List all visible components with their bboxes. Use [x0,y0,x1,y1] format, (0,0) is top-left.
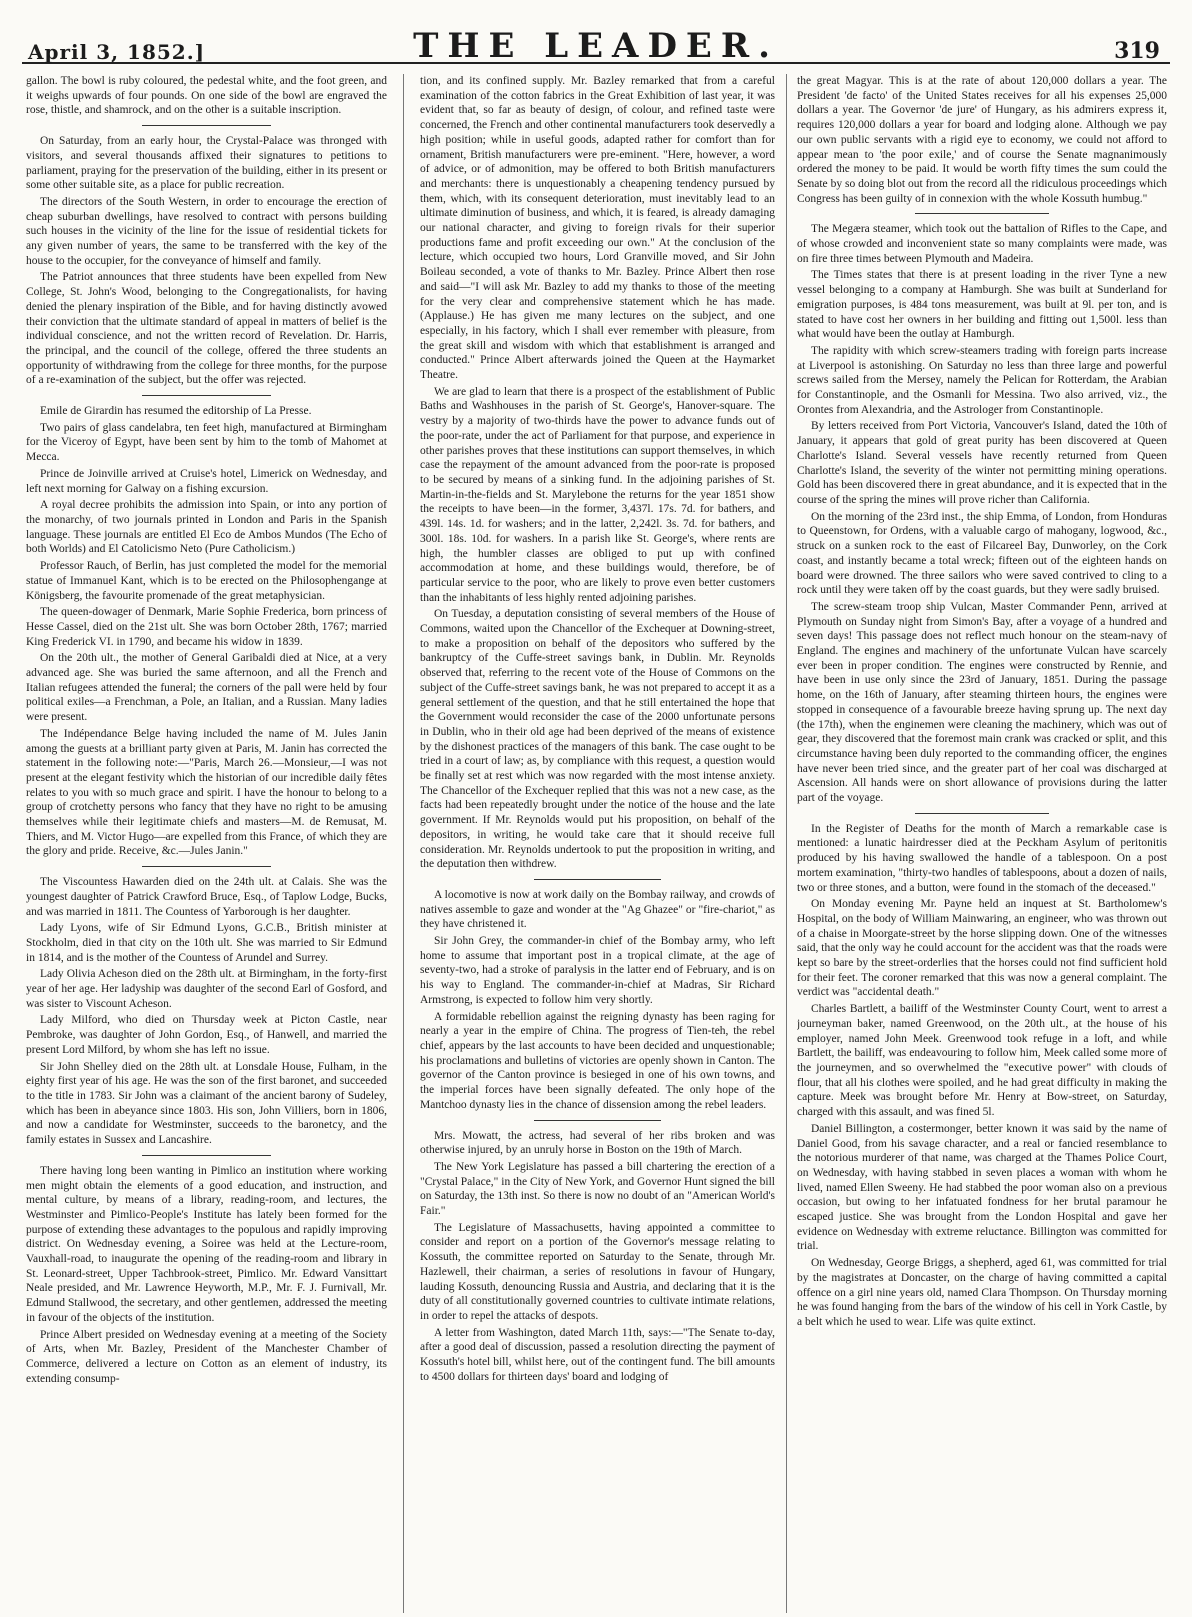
section-divider [142,1155,272,1156]
article-paragraph: Mrs. Mowatt, the actress, had several of her ribs broken and was otherwise injured, by an unruly horse in Boston on the 19th of March. [420,1129,775,1157]
page-number: 319 [1114,38,1160,64]
article-paragraph: The Legislature of Massachusetts, having appointed a committee to consider and report on a portion of the Governor's message relating to Kossuth, the committee reported on Saturday to the Senate, through Mr. Hazlewell, their chairman, a series of resolutions in favour of Hungary, lauding Kossuth, denouncing Russia and Austria, and declaring that it is the duty of all constitutionally governed countries to cultivate intimate relations, in order to repel the attacks of despots. [420,1221,775,1322]
article-paragraph: gallon. The bowl is ruby coloured, the pedestal white, and the foot green, and it weighs upwards of four pounds. On one side of the bowl are engraved the rose, thistle, and shamrock, and on the other is a suitable inscription. [26,75,387,117]
article-paragraph: On the morning of the 23rd inst., the ship Emma, of London, from Honduras to Queenstown, for Ordens, with a valuable cargo of mahogany, logwood, &c., struck on a sunken rock to the east of Filcareel Bay, Dunworley, on the Cork coast, and instantly became a total wreck; fifteen out of the eighteen hands on board were drowned. The three sailors who were saved contrived to cling to a rock until they were taken off by the coast guards, but they were sadly bruised. [797,510,1167,597]
article-paragraph: There having long been wanting in Pimlico an institution where working men might obtain the elements of a good education, and instruction, and mental culture, by means of a library, reading-room, and lectures, the Westminster and Pimlico-People's Institute has lately been formed for the purpose of extending these advantages to the populous and rapidly improving district. On Wednesday evening, a Soiree was held at the Lecture-room, Vauxhall-road, to inaugurate the opening of the reading-room and library in St. Leonard-street, Upper Tachbrook-street, Pimlico. Mr. Edward Vansittart Neale presided, and Mr. Lawrence Heyworth, M.P., Mr. F. J. Furnivall, Mr. Edmund Stallwood, the secretary, and other gentlemen, addressed the meeting in favour of the objects of the institution. [26,1164,387,1324]
article-paragraph: We are glad to learn that there is a prospect of the establishment of Public Baths and Washhouses in the parish of St. George's, Hanover-square. The vestry by a majority of two-thirds have the power to advance funds out of the poor-rate, under the act of Parliament for that purpose, and experience in other parishes proves that these institutions can support themselves, in which case the repayment of the amount advanced from the poor-rate is proposed to be secured by means of a sinking fund. In the adjoining parishes of St. Martin-in-the-fields and St. Marylebone the returns for the year 1851 show the receipts to have been—in the former, 3,437l. 17s. 7d. for bathers, and 439l. 14s. 1d. for washers; and in the latter, 2,242l. 3s. 7d. for bathers, and 300l. 18s. 10d. for washers. In a parish like St. George's, where rents are high, the humbler classes are obliged to put up with confined accommodation at home, and these buildings would, therefore, be of particular service to the poor, who are likely to prove even better customers than the inhabitants of less highly rented adjoining parishes. [420,385,775,604]
article-paragraph: Prince de Joinville arrived at Cruise's hotel, Limerick on Wednesday, and left next morning for Galway on a fishing excursion. [26,467,387,495]
article-paragraph: A formidable rebellion against the reigning dynasty has been raging for nearly a year in the empire of China. The progress of Tien-teh, the rebel chief, appears by the last accounts to have been decided and unquestionable; his proclamations and bulletins of victories are openly shown in Canton. The governor of the Canton province is besieged in one of his own towns, and the imperial forces have been signally defeated. The only hope of the Mantchoo dynasty lies in the chance of dissension among the rebel leaders. [420,1010,775,1111]
article-paragraph: On the 20th ult., the mother of General Garibaldi died at Nice, at a very advanced age. She was buried the same afternoon, and all the French and Italian refugees attended the funeral; the corners of the pall were held by four political exiles—a Frenchman, a Pole, an Italian, and a Russian. Many ladies were present. [26,652,387,724]
section-divider [915,813,1048,814]
article-paragraph: The queen-dowager of Denmark, Marie Sophie Frederica, born princess of Hesse Cassel, died on the 21st ult. She was born October 28th, 1767; married King Frederick VI. in 1790, and became his widow in 1839. [26,606,387,648]
column-left [26,74,387,1613]
column-right [797,74,1167,1613]
article-paragraph: A locomotive is now at work daily on the Bombay railway, and crowds of natives assemble to gaze and wonder at the "Ag Ghazee" or "fire-chariot," as they have christened it. [420,888,775,931]
article-paragraph: Lady Lyons, wife of Sir Edmund Lyons, G.C.B., British minister at Stockholm, died in that city on the 10th ult. She was married to Sir Edmund in 1814, and is the mother of the Countess of Arundel and Surrey. [26,922,387,964]
section-divider [142,125,272,126]
article-paragraph: The directors of the South Western, in order to encourage the erection of cheap suburban dwellings, have resolved to contract with persons building such houses in the vicinity of the line for the issue of residential tickets for any given number of years, the same to be transferred with the key of the house to the occupier, for the conveyance of himself and family. [26,195,387,267]
article-paragraph: Sir John Grey, the commander-in chief of the Bombay army, who left home to assume that important post in a tropical climate, at the age of seventy-two, had a stroke of paralysis in the latter end of February, and is on his way to England. The commander-in-chief at Madras, Sir Richard Armstrong, is expected to follow him very shortly. [420,935,775,1006]
article-paragraph: Two pairs of glass candelabra, ten feet high, manufactured at Birmingham for the Viceroy of Egypt, have been sent by him to the tomb of Mahomet at Mecca. [26,421,387,464]
article-paragraph: tion, and its confined supply. Mr. Bazley remarked that from a careful examination of the cotton fabrics in the Great Exhibition of last year, it was evident that, so far as beauty of design, of colour, and refined taste were concerned, the French and other continental manufacturers took deservedly a high position; while in useful goods, adapted rather for comfort than for ornament, British manufacturers were pre-eminent. "Here, however, a word of advice, or of admonition, may be offered to both British manufacturers and merchants: there is unquestionably a cheapening tendency pursued by them, which, with its consequent deterioration, must inevitably lead to an ultimate diminution of business, and which, it is feared, is already damaging our national character, and giving to foreign rivals for their superior productions fame and profit exceeding our own." At the conclusion of the lecture, which occupied two hours, Lord Granville moved, and Sir John Boileau seconded, a vote of thanks to Mr. Bazley. Prince Albert then rose and said—"I will ask Mr. Bazley to add my thanks to those of the meeting for the very clear and comprehensive statement which he has made. (Applause.) He has given me many lectures on the subject, and one especially, in his factory, which I shall ever remember with pleasure, from the great skill and wisdom with which that establishment is arranged and conducted." Prince Albert afterwards joined the Queen at the Haymarket Theatre. [420,75,775,382]
article-paragraph: The Patriot announces that three students have been expelled from New College, St. John's Wood, belonging to the Congregationalists, for having denied the plenary inspiration of the Bible, and for having distinctly avowed their conviction that the ultimate standard of appeal in matters of belief is the individual conscience, and not the written record of Revelation. Dr. Harris, the principal, and the council of the college, offered the three students an opportunity of withdrawing from the college for three months, for the purpose of a re-examination of the subject, but the offer was rejected. [26,271,387,387]
section-divider [534,879,662,880]
article-paragraph: Lady Olivia Acheson died on the 28th ult. at Birmingham, in the forty-first year of her age. Her ladyship was daughter of the second Earl of Gosford, and was sister to Viscount Acheson. [26,968,387,1010]
section-divider [915,213,1048,214]
article-paragraph: Emile de Girardin has resumed the editorship of La Presse. [40,405,312,418]
article-paragraph: Prince Albert presided on Wednesday evening at a meeting of the Society of Arts, when Mr. Bazley, President of the Manchester Chamber of Commerce, delivered a lecture on Cotton as an element of industry, its extending consump- [26,1328,387,1385]
page-header [22,12,1170,64]
column-middle [420,74,775,1613]
article-paragraph: In the Register of Deaths for the month of March a remarkable case is mentioned: a lunatic hairdresser died at the Peckham Asylum of peritonitis produced by his having swallowed the handle of a tablespoon. On a post mortem examination, "thirty-two handles of tablespoons, about a dozen of nails, two or three stones, and a button, were found in the stomach of the deceased." [797,822,1167,894]
article-paragraph: The New York Legislature has passed a bill chartering the erection of a "Crystal Palace," in the City of New York, and Governor Hunt signed the bill on Saturday, the 13th inst. So there is now no doubt of an "American World's Fair." [420,1160,775,1218]
article-paragraph: On Tuesday, a deputation consisting of several members of the House of Commons, waited upon the Chancellor of the Exchequer at Downing-street, to make a proposition on behalf of the depositors who suffered by the bankruptcy of the Cuffe-street savings bank, in Dublin. Mr. Reynolds observed that, referring to the recent vote of the House of Commons on the subject of the Cuffe-street savings bank, he was not prepared to accept it as a general settlement of the question, and that he still entertained the hope that the Government would reconsider the case of the 2000 unfortunate persons in Dublin, who in their old age had been deprived of the means of existence by the dishonest practices of the managers of this bank. The case ought to be tried in a court of law; as, by compliance with this request, a question would be finally set at rest which was now regarded with the most intense anxiety. The Chancellor of the Exchequer replied that this was not a new case, as the facts had been repeatedly brought under the notice of the house and the late government. If Mr. Reynolds would put his proposition, on behalf of the depositors, in writing, he would take care that it should receive full consideration. Mr. Reynolds undertook to put the proposition in writing, and the deputation then withdrew. [420,608,775,871]
section-divider [142,866,272,867]
article-paragraph: On Wednesday, George Briggs, a shepherd, aged 61, was committed for trial by the magistrates at Doncaster, on the charge of having committed a capital offence on a girl nine years old, named Clara Thompson. On Thursday morning he was found hanging from the bars of the window of his cell in York Castle, by a belt which he used to wear. Life was quite extinct. [797,1257,1167,1328]
column-rule [403,74,404,1613]
article-paragraph: On Saturday, from an early hour, the Crystal-Palace was thronged with visitors, and several thousands affixed their signatures to petitions to parliament, praying for the preservation of the building, either in its present or some other suitable site, as a place for public recreation. [26,135,387,192]
article-paragraph: The screw-steam troop ship Vulcan, Master Commander Penn, arrived at Plymouth on Sunday night from Simon's Bay, after a voyage of a hundred and seven days! This passage does not reflect much honour on the steam-navy of England. The engines and machinery of the unfortunate Vulcan have scarcely ever been in proper condition. The engines were constructed by Rennie, and have been in use only since the 23rd of January, 1851. During the passage home, on the 16th of January, after steaming thirteen hours, the engines were stopped in consequence of a favourable breeze having sprung up. The next day (the 17th), when the enginemen were cleaning the machinery, which was out of gear, they discovered that the foremost main crank was cracked or split, and this circumstance having been duly reported to the commanding officer, the engines have never been tried since, and the greater part of her coal was discharged at Ascension. All hands were on short allowance of provisions during the latter part of the voyage. [797,600,1167,805]
article-paragraph: A letter from Washington, dated March 11th, says:—"The Senate to-day, after a good deal of discussion, passed a resolution directing the payment of Kossuth's hotel bill, whilst here, out of the contingent fund. The bill amounts to 4500 dollars for thirteen days' board and lodging of [420,1326,775,1383]
article-paragraph: The Indépendance Belge having included the name of M. Jules Janin among the guests at a brilliant party given at Paris, M. Janin has corrected the statement in the following note:—"Paris, March 26.—Monsieur,—I was not present at the elegant festivity which the historian of our incredible daily fêtes relates to you with so much grace and spirit. I have the honour to belong to a group of crotchetty persons who fancy that they have no right to be amusing themselves while their legitimate chiefs and masters—M. de Remusat, M. Thiers, and M. Victor Hugo—are expelled from this France, of which they are the glory and pride. Receive, &c.—Jules Janin." [26,727,387,858]
article-paragraph: Professor Rauch, of Berlin, has just completed the model for the memorial statue of Immanuel Kant, which is to be erected on the Philosophengange at Königsberg, the favourite promenade of the great metaphysician. [26,560,387,602]
section-divider [142,395,272,396]
article-paragraph: The rapidity with which screw-steamers trading with foreign parts increase at Liverpool is astonishing. On Saturday no less than three large and powerful screws sailed from the Mersey, namely the Pelican for Rotterdam, the Arabian for Constantinople, and the Osmanli for Messina. Two also arrived, viz., the Orontes from Alexandria, and the Astrologer from Constantinople. [797,344,1167,416]
article-paragraph: Lady Milford, who died on Thursday week at Picton Castle, near Pembroke, was daughter of John Gordon, Esq., of Hanwell, and married the present Lord Milford, by whom she has left no issue. [26,1014,387,1056]
column-rule [786,74,787,1613]
article-paragraph: the great Magyar. This is at the rate of about 120,000 dollars a year. The President 'de facto' of the United States receives for all his expenses 25,000 dollars a year. The Governor 'de jure' of Hungary, as his admirers express it, requires 120,000 dollars a year for board and lodging alone. Although we pay our own public servants with a rigid eye to economy, we could not afford to appear mean to 'the poor exile,' and of course the Senate magnanimously ordered the money to be paid. It would be worth fifty times the sum could the Senate by so doing blot out from the record all the ridiculous proceedings which Congress has been guilty of in connexion with the whole Kossuth humbug." [797,75,1167,205]
article-paragraph: Charles Bartlett, a bailiff of the Westminster County Court, went to arrest a journeyman baker, named Greenwood, on the 20th ult., at the house of his employer, named John Meek. Greenwood took refuge in a loft, and while Bartlett, the bailiff, was endeavouring to follow him, Meek called some more of the journeymen, and so overwhelmed the "executive power" with clouds of flour, that all his clothes were spoiled, and he had great difficulty in making the capture. Meek was brought before Mr. Henry at Bow-street, on Saturday, charged with this assault, and was fined 5l. [797,1003,1167,1119]
article-paragraph: By letters received from Port Victoria, Vancouver's Island, dated the 10th of January, it appears that gold of great purity has been discovered at Queen Charlotte's Island. Several vessels have recently returned from Queen Charlotte's Island, the severity of the winter not permitting mining operations. Gold has been discovered there in great abundance, and it is expected that in the course of the spring the mines will prove richer than California. [797,420,1167,506]
article-paragraph: Daniel Billington, a costermonger, better known it was said by the name of Daniel Good, from his savage character, and a real or fancied resemblance to the notorious murderer of that name, was charged at the Thames Police Court, on Wednesday, with having stabbed in seven places a woman with whom he lived, named Ellen Sweeny. He had stabbed the poor woman also on a previous occasion, but owing to her infatuated fondness for her brutal paramour he escaped justice. She was brought from the London Hospital and gave her evidence on Wednesday with extreme reluctance. Billington was committed for trial. [797,1122,1167,1253]
article-paragraph: The Times states that there is at present loading in the river Tyne a new vessel belonging to a company at Hamburgh. She was built at Sunderland for emigration purposes, is 484 tons measurement, was built at 9l. per ton, and is stated to have cost her owners in her building and fitting out 1,500l. less than what would have been the outlay at Hamburgh. [797,269,1167,341]
article-paragraph: On Monday evening Mr. Payne held an inquest at St. Bartholomew's Hospital, on the body of William Mainwaring, an engineer, who was thrown out of a chaise in Moorgate-street by the horse slipping down. One of the witnesses said, that the only way he could account for the accident was that the roads were kept so bare by the street-orderlies that the horses could not find sufficient hold for their feet. The coroner remarked that this was now a general complaint. The verdict was "accidental death." [797,898,1167,999]
issue-date: April 3, 1852.] [28,40,206,64]
article-paragraph: The Megæra steamer, which took out the battalion of Rifles to the Cape, and of whose crowded and inconvenient state so many complaints were made, was on fire three times between Plymouth and Madeira. [797,223,1167,265]
section-divider [534,1120,662,1121]
newspaper-title: THE LEADER. [413,26,779,66]
article-paragraph: Sir John Shelley died on the 28th ult. at Lonsdale House, Fulham, in the eighty first year of his age. He was the son of the first baronet, and succeeded to the title in 1783. Sir John was a claimant of the ancient barony of Sudeley, which has been in abeyance since 1803. His son, John Villiers, born in 1806, and now a candidate for Westminster, succeeds to the baronetcy, and the family estates in Sussex and Lancashire. [26,1060,387,1147]
article-paragraph: A royal decree prohibits the admission into Spain, or into any portion of the monarchy, of two journals printed in London and Paris in the Spanish language. These journals are entitled El Eco de Ambos Mundos (The Echo of both Worlds) and El Catolicismo Neto (Pure Catholicism.) [26,499,387,556]
article-paragraph: The Viscountess Hawarden died on the 24th ult. at Calais. She was the youngest daughter of Patrick Crawford Bruce, Esq., of Taplow Lodge, Bucks, and was married in 1811. The Countess of Yarborough is her daughter. [26,876,387,918]
